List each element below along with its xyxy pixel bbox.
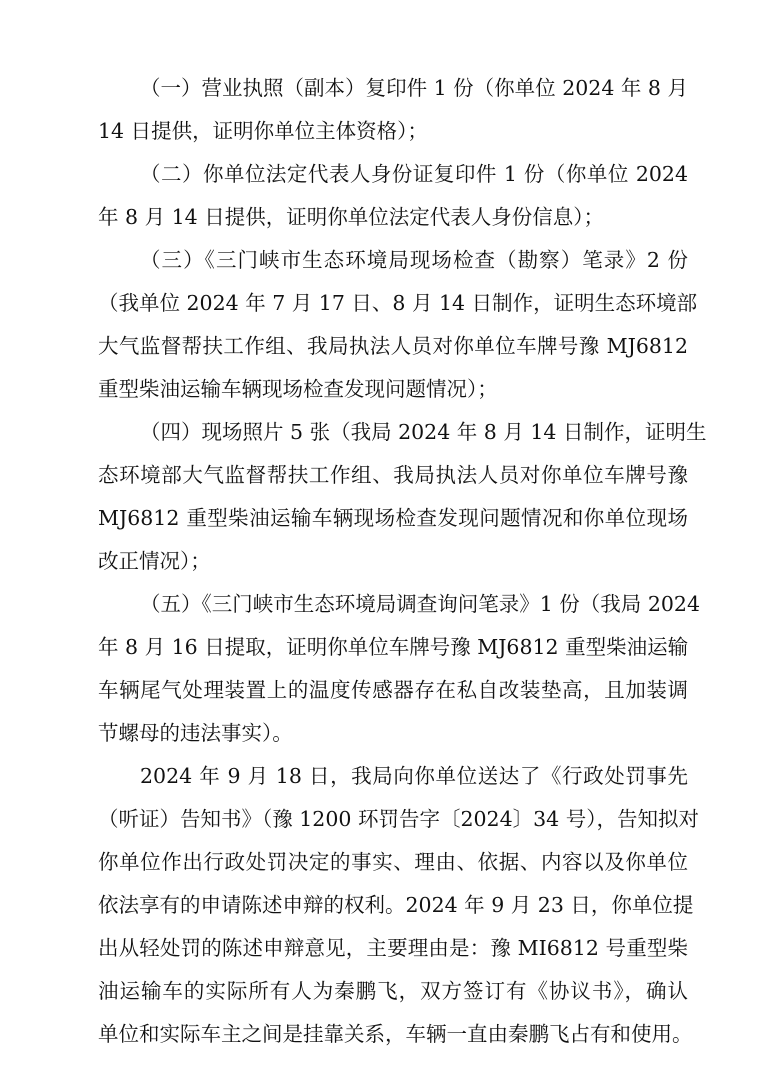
notice-paragraph-line-5: 出从轻处罚的陈述申辩意见，主要理由是：豫 MI6812 号重型柴 [98,936,688,960]
evidence-item-3-line-1: （三）《三门峡市生态环境局现场检查（勘察）笔录》2 份 [140,248,688,272]
evidence-item-5-line-2: 年 8 月 16 日提取，证明你单位车牌号豫 MJ6812 重型柴油运输 [98,635,689,659]
notice-paragraph-line-7: 单位和实际车主之间是挂靠关系，车辆一直由秦鹏飞占有和使用。 [98,1022,693,1046]
evidence-item-3-line-2: （我单位 2024 年 7 月 17 日、8 月 14 日制作，证明生态环境部 [98,291,698,315]
notice-paragraph-line-4: 依法享有的申请陈述申辩的权利。2024 年 9 月 23 日，你单位提 [98,893,694,917]
evidence-item-5-line-3: 车辆尾气处理装置上的温度传感器存在私自改装垫高，且加装调 [98,678,688,702]
evidence-item-4-line-1: （四）现场照片 5 张（我局 2024 年 8 月 14 日制作，证明生 [140,420,707,444]
notice-paragraph-line-2: （听证）告知书》（豫 1200 环罚告字〔2024〕34 号），告知拟对 [98,807,699,831]
notice-paragraph-line-6: 油运输车的实际所有人为秦鹏飞，双方签订有《协议书》，确认 [98,979,688,1003]
evidence-item-4-line-2: 态环境部大气监督帮扶工作组、我局执法人员对你单位车牌号豫 [98,463,688,487]
notice-paragraph-line-1: 2024 年 9 月 18 日，我局向你单位送达了《行政处罚事先 [140,764,688,788]
evidence-item-5-line-1: （五）《三门峡市生态环境局调查询问笔录》1 份（我局 2024 [140,592,700,616]
evidence-item-3-line-4: 重型柴油运输车辆现场检查发现问题情况）； [98,377,498,401]
evidence-item-1-line-1: （一）营业执照（副本）复印件 1 份（你单位 2024 年 8 月 [140,76,688,100]
evidence-item-1-line-2: 14 日提供，证明你单位主体资格）； [98,119,428,143]
evidence-item-2-line-2: 年 8 月 14 日提供，证明你单位法定代表人身份信息）； [98,205,604,229]
notice-paragraph-line-3: 你单位作出行政处罚决定的事实、理由、依据、内容以及你单位 [98,850,688,874]
evidence-item-4-line-4: 改正情况）； [98,549,211,573]
evidence-item-4-line-3: MJ6812 重型柴油运输车辆现场检查发现问题情况和你单位现场 [98,506,688,530]
evidence-item-5-line-4: 节螺母的违法事实）。 [98,721,293,745]
evidence-item-2-line-1: （二）你单位法定代表人身份证复印件 1 份（你单位 2024 [140,162,688,186]
evidence-item-3-line-3: 大气监督帮扶工作组、我局执法人员对你单位车牌号豫 MJ6812 [98,334,688,358]
